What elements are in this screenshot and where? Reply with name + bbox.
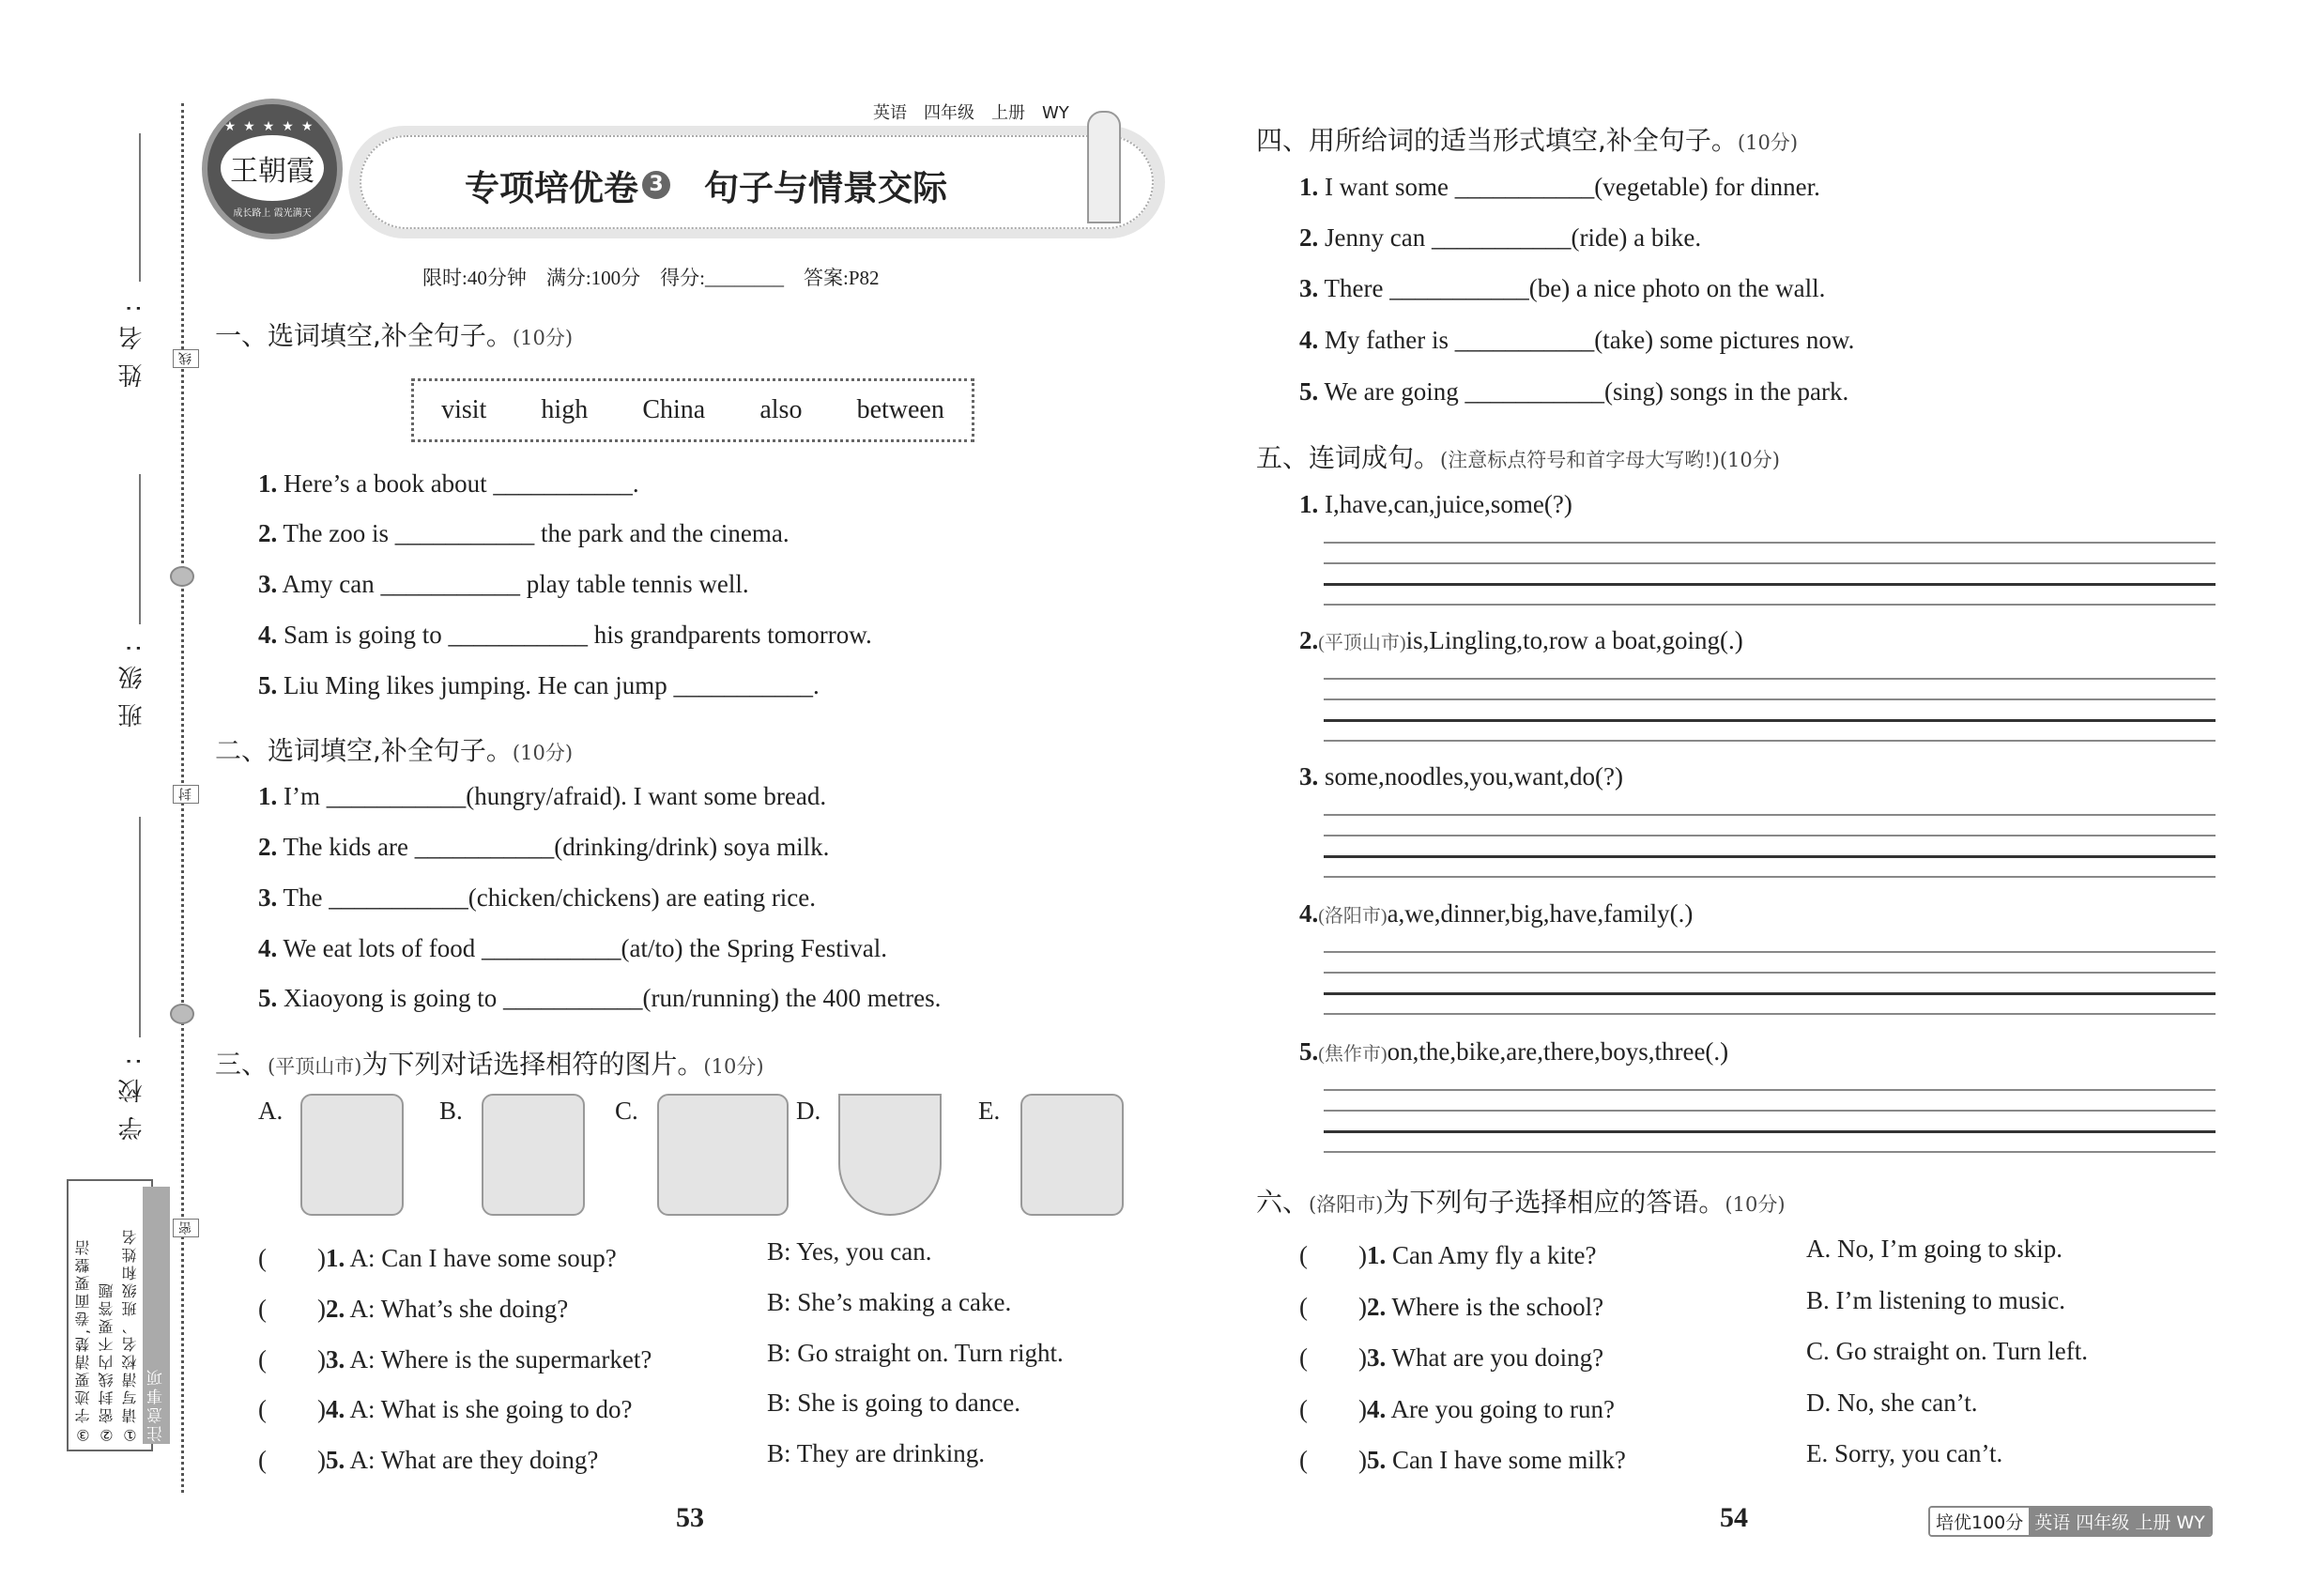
question-number: 3. bbox=[325, 1345, 345, 1373]
question-number: 4. bbox=[258, 934, 278, 962]
question-text: Are you going to run? bbox=[1386, 1395, 1615, 1423]
answer-line[interactable] bbox=[1324, 604, 2216, 606]
page-title bbox=[465, 160, 947, 210]
question-number: 4. bbox=[325, 1395, 345, 1423]
cooking-girl-icon bbox=[300, 1094, 404, 1216]
answer-blank[interactable]: ( ) bbox=[1299, 1395, 1367, 1423]
match-item bbox=[258, 1339, 652, 1375]
section-3-title: 三、(平顶山市)为下列对话选择相符的图片。(10分) bbox=[215, 1049, 764, 1080]
question-text: is,Lingling,to,row a boat,going(.) bbox=[1405, 626, 1743, 654]
section-2-title: 二、选词填空,补全句子。(10分) bbox=[215, 735, 574, 766]
match-item bbox=[1299, 1286, 1603, 1323]
picture-label: E. bbox=[978, 1097, 1001, 1125]
notice-item: ②密封线内不要答题 bbox=[98, 1281, 115, 1444]
section-1-title: 一、选词填空,补全句子。(10分) bbox=[215, 320, 574, 351]
question-number: 5. bbox=[325, 1446, 345, 1474]
word-box bbox=[411, 378, 974, 442]
footer-series: 培优100分 bbox=[1930, 1508, 2029, 1535]
question-number: 5. bbox=[258, 671, 278, 699]
question-number: 2. bbox=[325, 1295, 345, 1323]
question-item bbox=[1299, 173, 1820, 202]
answer-line[interactable] bbox=[1324, 562, 2216, 564]
exam-info: 限时:40分钟 满分:100分 得分:________ 答案:P82 bbox=[422, 267, 880, 289]
match-item bbox=[1299, 1439, 1626, 1476]
question-number: 3. bbox=[258, 570, 278, 598]
section-5-title: 五、连词成句。(注意标点符号和首字母大写哟!)(10分) bbox=[1256, 442, 1780, 473]
answer-line[interactable] bbox=[1324, 1089, 2216, 1091]
class-blank[interactable] bbox=[139, 474, 141, 624]
title-left: 专项培优卷 bbox=[465, 168, 638, 208]
answer-option: C. Go straight on. Turn left. bbox=[1806, 1337, 2089, 1365]
answer-line[interactable] bbox=[1324, 542, 2216, 544]
question-item bbox=[258, 984, 941, 1013]
match-item bbox=[258, 1237, 617, 1274]
question-text[interactable]: We are going ___________(sing) songs in the park. bbox=[1318, 377, 1849, 406]
question-text[interactable]: Here’s a book about ___________. bbox=[277, 469, 639, 498]
question-item bbox=[258, 883, 816, 913]
question-number: 4. bbox=[1366, 1395, 1387, 1423]
question-item bbox=[258, 671, 820, 700]
brand-logo: ★★★★★ 王朝霞 成长路上 霞光满天 bbox=[202, 99, 343, 239]
question-item bbox=[1299, 274, 1825, 303]
answer-line[interactable] bbox=[1324, 583, 2216, 586]
answer-option: E. Sorry, you can’t. bbox=[1806, 1439, 2003, 1467]
answer-blank[interactable]: ( ) bbox=[1299, 1293, 1367, 1321]
answer-line[interactable] bbox=[1324, 992, 2216, 995]
question-text[interactable]: My father is ___________(take) some pictures now. bbox=[1318, 326, 1855, 354]
match-item bbox=[258, 1389, 632, 1425]
question-text: A: Where is the supermarket? bbox=[345, 1345, 652, 1373]
answer-blank[interactable]: ( ) bbox=[1299, 1343, 1367, 1372]
notice-item: ③字迹要清楚,卷面要整洁 bbox=[74, 1236, 92, 1444]
answer-blank[interactable]: ( ) bbox=[258, 1395, 326, 1423]
question-item bbox=[258, 519, 790, 548]
question-text: Can I have some milk? bbox=[1386, 1446, 1626, 1474]
question-number: 1. bbox=[258, 469, 278, 498]
region-tag: (平顶山市) bbox=[1318, 633, 1406, 653]
page-number-left: 53 bbox=[676, 1502, 704, 1533]
answer-line[interactable] bbox=[1324, 719, 2216, 722]
question-number: 3. bbox=[258, 883, 278, 912]
picture-label: D. bbox=[796, 1097, 821, 1125]
question-number: 1. bbox=[325, 1244, 345, 1272]
question-text[interactable]: There ___________(be) a nice photo on the wall. bbox=[1318, 274, 1826, 302]
answer-line[interactable] bbox=[1324, 678, 2216, 680]
answer-line[interactable] bbox=[1324, 740, 2216, 742]
answer-option: B: She’s making a cake. bbox=[767, 1288, 1012, 1316]
name-label: 姓名: bbox=[118, 291, 146, 388]
question-text[interactable]: The zoo is ___________ the park and the cinema. bbox=[277, 519, 790, 547]
answer-option: B: Yes, you can. bbox=[767, 1237, 932, 1266]
question-number: 4. bbox=[1299, 899, 1319, 928]
question-item bbox=[258, 570, 749, 599]
logo-text: 王朝霞 bbox=[221, 135, 324, 201]
question-text: A: What’s she doing? bbox=[345, 1295, 569, 1323]
question-number: 1. bbox=[258, 782, 278, 810]
word-option: also bbox=[759, 395, 803, 424]
logo-slogan: 成长路上 霞光满天 bbox=[233, 208, 312, 219]
question-text: A: Can I have some soup? bbox=[345, 1244, 617, 1272]
question-number: 1. bbox=[1299, 173, 1319, 201]
dancing-girl-icon bbox=[482, 1094, 585, 1216]
question-text: I,have,can,juice,some(?) bbox=[1318, 490, 1572, 518]
section-6-title: 六、(洛阳市)为下列句子选择相应的答语。(10分) bbox=[1256, 1187, 1786, 1218]
word-option: visit bbox=[441, 395, 487, 424]
question-number: 2. bbox=[258, 833, 278, 861]
question-text[interactable]: I’m ___________(hungry/afraid). I want some bread. bbox=[277, 782, 827, 810]
question-item bbox=[258, 621, 872, 650]
answer-line[interactable] bbox=[1324, 1151, 2216, 1153]
class-label: 班级: bbox=[118, 631, 146, 728]
region-tag: (洛阳市) bbox=[1318, 906, 1388, 927]
elephants-icon bbox=[657, 1094, 789, 1216]
picture-label: A. bbox=[258, 1097, 284, 1125]
question-item bbox=[258, 469, 639, 499]
region-tag: (焦作市) bbox=[1318, 1044, 1388, 1065]
notice-box bbox=[67, 1179, 166, 1451]
answer-blank[interactable]: ( ) bbox=[1299, 1241, 1367, 1269]
school-blank[interactable] bbox=[139, 817, 141, 1037]
answer-line[interactable] bbox=[1324, 972, 2216, 974]
street-map-icon bbox=[1020, 1094, 1124, 1216]
answer-line[interactable] bbox=[1324, 698, 2216, 700]
question-item bbox=[1299, 762, 1623, 791]
answer-line[interactable] bbox=[1324, 1110, 2216, 1112]
section-4-title: 四、用所给词的适当形式填空,补全句子。(10分) bbox=[1256, 125, 1799, 156]
word-option: high bbox=[541, 395, 589, 424]
answer-blank[interactable]: ( ) bbox=[258, 1345, 326, 1373]
question-number: 1. bbox=[1299, 490, 1319, 518]
question-number: 4. bbox=[258, 621, 278, 649]
question-item bbox=[1299, 899, 1693, 928]
question-number: 2. bbox=[1299, 223, 1319, 252]
answer-line[interactable] bbox=[1324, 814, 2216, 816]
question-text[interactable]: The kids are ___________(drinking/drink) soya milk. bbox=[277, 833, 830, 861]
word-option: between bbox=[856, 395, 944, 424]
question-item bbox=[258, 782, 826, 811]
match-item bbox=[258, 1439, 598, 1476]
question-text[interactable]: Jenny can ___________(ride) a bike. bbox=[1318, 223, 1702, 252]
question-text[interactable]: Xiaoyong is going to ___________(run/running) the 400 metres. bbox=[277, 984, 942, 1012]
answer-blank[interactable]: ( ) bbox=[258, 1295, 326, 1323]
answer-option: D. No, she can’t. bbox=[1806, 1389, 1978, 1417]
question-number: 2. bbox=[1299, 626, 1319, 654]
question-item bbox=[1299, 223, 1701, 253]
answer-option: B: They are drinking. bbox=[767, 1439, 985, 1467]
title-right: 句子与情景交际 bbox=[704, 168, 947, 208]
question-text[interactable]: Sam is going to ___________ his grandparents tomorrow. bbox=[277, 621, 872, 649]
question-text: A: What are they doing? bbox=[345, 1446, 599, 1474]
question-number: 4. bbox=[1299, 326, 1319, 354]
question-number: 5. bbox=[1366, 1446, 1387, 1474]
question-text[interactable]: I want some ___________(vegetable) for dinner. bbox=[1318, 173, 1820, 201]
question-item bbox=[1299, 626, 1743, 655]
answer-line[interactable] bbox=[1324, 835, 2216, 836]
question-item bbox=[1299, 490, 1572, 519]
question-text: Can Amy fly a kite? bbox=[1386, 1241, 1597, 1269]
answer-option: A. No, I’m going to skip. bbox=[1806, 1235, 2062, 1263]
answer-line[interactable] bbox=[1324, 855, 2216, 858]
match-item bbox=[1299, 1389, 1615, 1425]
answer-line[interactable] bbox=[1324, 876, 2216, 878]
match-item bbox=[1299, 1337, 1603, 1373]
question-number: 2. bbox=[258, 519, 278, 547]
question-text: some,noodles,you,want,do(?) bbox=[1318, 762, 1623, 790]
soup-bowl-icon bbox=[838, 1094, 942, 1216]
question-text[interactable]: We eat lots of food ___________(at/to) the Spring Festival. bbox=[277, 934, 887, 962]
question-number: 2. bbox=[1366, 1293, 1387, 1321]
cut-mark: 封 bbox=[173, 785, 199, 804]
question-number: 5. bbox=[258, 984, 278, 1012]
question-text[interactable]: Amy can ___________ play table tennis well. bbox=[277, 570, 749, 598]
question-text: a,we,dinner,big,have,family(.) bbox=[1387, 899, 1694, 928]
question-text: What are you doing? bbox=[1386, 1343, 1604, 1372]
question-number: 3. bbox=[1366, 1343, 1387, 1372]
word-option: China bbox=[642, 395, 706, 424]
page-number-right: 54 bbox=[1720, 1502, 1748, 1533]
school-label: 学校: bbox=[118, 1044, 146, 1141]
answer-option: B. I’m listening to music. bbox=[1806, 1286, 2065, 1314]
answer-blank[interactable]: ( ) bbox=[258, 1244, 326, 1272]
cut-mark: 密 bbox=[173, 1219, 199, 1237]
match-item bbox=[1299, 1235, 1596, 1271]
answer-option: B: Go straight on. Turn right. bbox=[767, 1339, 1064, 1367]
answer-option: B: She is going to dance. bbox=[767, 1389, 1020, 1417]
cut-mark: 线 bbox=[173, 349, 199, 368]
answer-line[interactable] bbox=[1324, 951, 2216, 953]
question-item bbox=[1299, 326, 1854, 355]
question-text: A: What is she going to do? bbox=[345, 1395, 633, 1423]
match-item bbox=[258, 1288, 568, 1325]
notice-item: ①请写清校名、班级和姓名 bbox=[121, 1227, 139, 1444]
notice-title: 注意事项 bbox=[143, 1187, 170, 1444]
subject-line: 英语 四年级 上册 WY bbox=[873, 103, 1069, 123]
answer-line[interactable] bbox=[1324, 1013, 2216, 1015]
picture-label: C. bbox=[615, 1097, 638, 1125]
question-number: 3. bbox=[1299, 762, 1319, 790]
answer-blank[interactable]: ( ) bbox=[1299, 1446, 1367, 1474]
lighthouse-icon bbox=[1087, 111, 1121, 223]
footer-tag: 英语 四年级 上册 WY bbox=[2029, 1508, 2211, 1535]
title-number: 3 bbox=[642, 171, 670, 199]
seal-circle-icon bbox=[170, 566, 194, 587]
question-text[interactable]: The ___________(chicken/chickens) are eating rice. bbox=[277, 883, 817, 912]
question-number: 3. bbox=[1299, 274, 1319, 302]
answer-blank[interactable]: ( ) bbox=[258, 1446, 326, 1474]
seal-circle-icon bbox=[170, 1004, 194, 1024]
question-item bbox=[258, 934, 887, 963]
question-item bbox=[1299, 1037, 1728, 1067]
name-blank[interactable] bbox=[139, 133, 141, 282]
question-item bbox=[1299, 377, 1848, 407]
question-item bbox=[258, 833, 829, 862]
footer-badge bbox=[1928, 1506, 2213, 1537]
question-text: on,the,bike,are,there,boys,three(.) bbox=[1387, 1037, 1729, 1066]
answer-line[interactable] bbox=[1324, 1130, 2216, 1133]
question-text[interactable]: Liu Ming likes jumping. He can jump ___________. bbox=[277, 671, 820, 699]
question-text: Where is the school? bbox=[1386, 1293, 1604, 1321]
question-number: 5. bbox=[1299, 377, 1319, 406]
question-number: 1. bbox=[1366, 1241, 1387, 1269]
picture-label: B. bbox=[439, 1097, 463, 1125]
question-number: 5. bbox=[1299, 1037, 1319, 1066]
